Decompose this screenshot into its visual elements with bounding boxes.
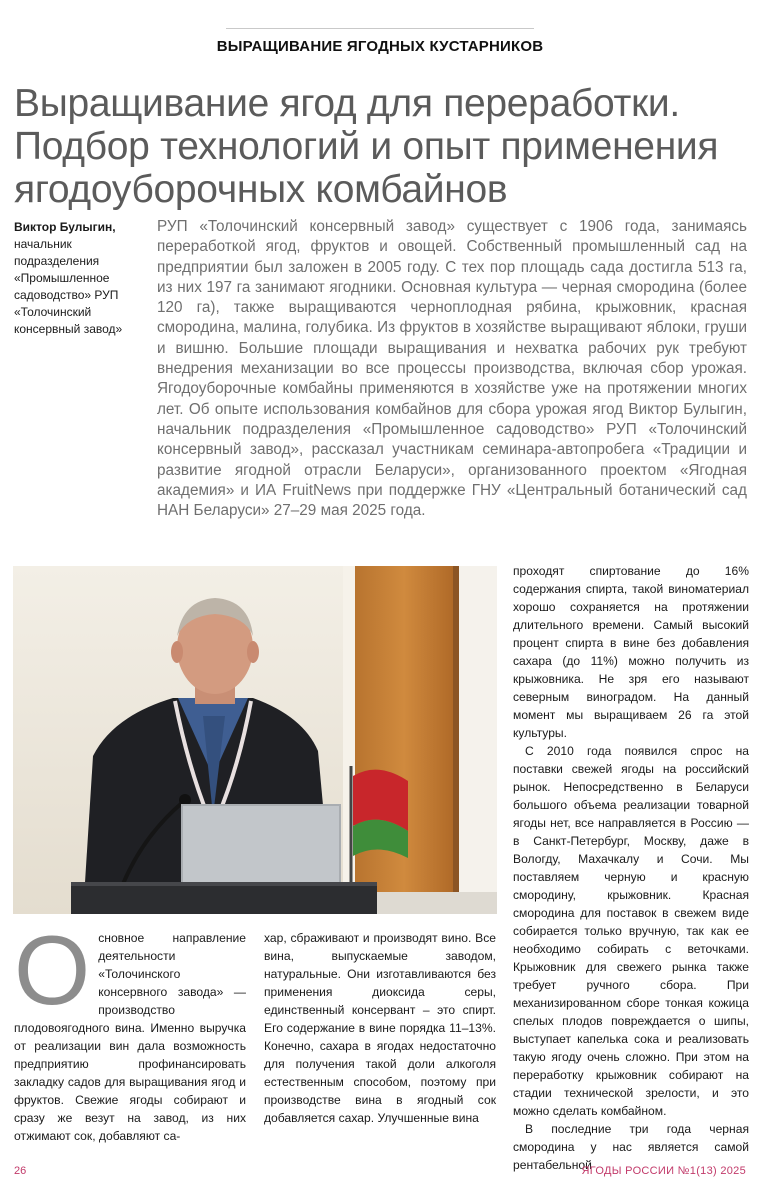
- body-column-2: [264, 929, 496, 1127]
- article-lead: РУП «Толочинский консервный завод» существует с 1906 года, занимаясь переработкой ягод, фруктов и овощей. Собственный промышленный сад на предприятии был заложен в 2005 году. С тех пор площадь сада достигла 513 га, из них 197 га занимают ягодники. Основная культура — черная смородина (более 120 га), также выращиваются черноплодная рябина, крыжовник, красная смородина, малина, голубика. Из фруктов в хозяйстве выращивают яблоки, груши и вишню. Большие площади выращивания и нехватка рабочих рук требуют внедрения механизации во все процессы производства, включая сбор урожая. Ягодоуборочные комбайны применяются в хозяйстве уже на протяжении многих лет. Об опыте использования комбайнов для сбора урожая ягод Виктор Булыгин, начальник подразделения «Промышленное садоводство» РУП «Толочинский консервный завод», рассказал участникам семинара-автопробега «Традиции и развитие ягодной отрасли Беларуси», организованного проектом «Ягодная академия» и ИА FruitNews при поддержке ГНУ «Центральный ботанический сад НАН Беларуси» 27–29 мая 2025 года.: [157, 218, 747, 520]
- column-2-text: хар, сбраживают и производят вино. Все вина, выпускаемые заводом, натуральные. Они изготавливаются без применения диоксида серы, единственный консервант – это спирт. Его содержание в вине порядка 11–13%. Конечно, сахара в ягодах недостаточно для получения такой доли алкоголя естественным способом, поэтому при производстве вина в ягодный сок добавляется сахар. Улучшенные вина: [264, 931, 496, 1125]
- body-column-1: [14, 915, 246, 1145]
- body-column-3: [513, 562, 749, 1174]
- drop-cap: О: [14, 915, 91, 1025]
- author-name: Виктор Булыгин,: [14, 220, 116, 234]
- author-block: [14, 219, 146, 338]
- column-1-text: сновное направление деятельности «Толочинского консервного завода» — производство плодовоягодного вина. Именно выручка от реализации вин дала возможность предприятию профинансировать закладку садов для выращивания ягод и фруктов. Свежие ягоды собирают и сразу же везут на завод, из них отжимают сок, добавляют са-: [14, 931, 246, 1143]
- column-3-paragraph: проходят спиртование до 16% содержания спирта, такой виноматериал хорошо сохраняется на протяжении длительного времени. Самый высокий процент спирта в вине без добавления сахара (до 11%) можно получить из крыжовника. Не зря его называют северным виноградом. На данный момент мы выращиваем 26 га этой культуры.: [513, 564, 749, 740]
- article-title: Выращивание ягод для переработки. Подбор технологий и опыт применения ягодоуборочных комбайнов: [14, 82, 719, 211]
- column-3-paragraph: В последние три года черная смородина у нас является самой рентабельной: [513, 1122, 749, 1172]
- journal-footer: ЯГОДЫ РОССИИ №1(13) 2025: [581, 1165, 746, 1177]
- page-number: 26: [14, 1165, 27, 1177]
- speaker-photo: [13, 566, 497, 914]
- column-3-paragraph: С 2010 года появился спрос на поставки свежей ягоды на российский рынок. Непосредственно в Беларуси большого объема реализации товарной ягоды нет, все направляется в Россию — в Санкт-Петербург, Москву, даже в Вологду, Махачкалу и Сочи. Мы поставляем черную и красную смородину, крыжовник. Красная смородина для поставок в свежем виде собирается только вручную, так как ее необходимо собирать с веточками. Крыжовник для свежего рынка также требует ручного сбора. При механизированном сборе тонкая кожица спелых плодов повреждается о шипы, выступает капелька сока и реализовать такую ягоду очень сложно. При этом на переработку крыжовник собирают на стадии технической зрелости, и это можно сделать комбайном.: [513, 744, 749, 1118]
- section-rule: [226, 28, 534, 29]
- author-position: начальник подразделения «Промышленное садоводство» РУП «Толочинский консервный завод»: [14, 237, 123, 336]
- section-heading: ВЫРАЩИВАНИЕ ЯГОДНЫХ КУСТАРНИКОВ: [216, 38, 544, 55]
